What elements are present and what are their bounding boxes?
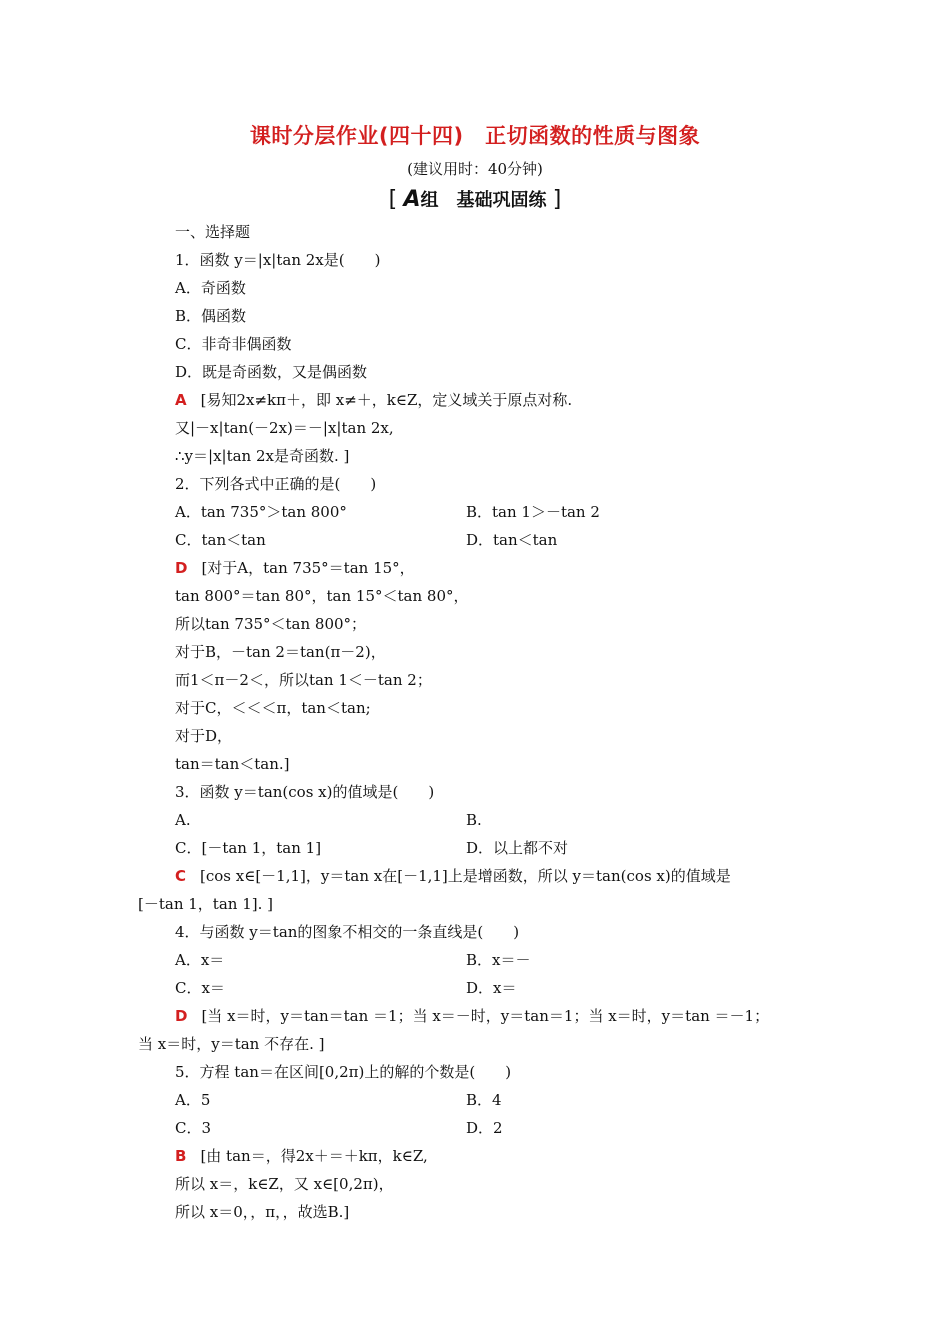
q4-stem: 4．与函数 y＝tan的图象不相交的一条直线是( ) [175, 923, 520, 941]
group-bracket-close: ] [552, 187, 562, 212]
group-letter: A [403, 187, 421, 212]
q4-solution-text: [当 x＝时，y＝tan＝tan ＝1；当 x＝－时，y＝tan＝1；当 x＝时，y＝tan ＝－1； [201, 1007, 770, 1025]
q5-option-c: C．3 [175, 1119, 212, 1137]
q3-option-c: C．[－tan 1，tan 1] [175, 839, 322, 857]
q2-solution-line-6: 对于C，＜＜＜π，tan＜tan; [175, 699, 371, 717]
q2-solution-line-7: 对于D， [175, 727, 233, 745]
q3-solution-text: [cos x∈[－1,1]，y＝tan x在[－1,1]上是增函数，所以 y＝tan(cos x)的值域是 [200, 867, 731, 885]
q3-solution-line-2: [－tan 1，tan 1]. ] [138, 895, 273, 913]
q1-solution-line [175, 390, 572, 410]
section-heading: 一、选择题 [175, 223, 251, 241]
q2-answer: D [175, 559, 188, 577]
q4-solution-line [175, 1006, 769, 1026]
q4-option-d: D．x＝ [466, 979, 517, 997]
q1-solution-text: [易知2x≠kπ＋，即 x≠＋，k∈Z，定义域关于原点对称. [200, 391, 573, 409]
q5-option-a: A．5 [175, 1091, 211, 1109]
q2-option-c: C．tan＜tan [175, 531, 266, 549]
group-bracket-open: [ [388, 187, 398, 212]
q3-answer: C [175, 867, 187, 885]
q1-solution-line-3: ∴y＝|x|tan 2x是奇函数. ] [175, 447, 350, 465]
q2-solution-line-3: 所以tan 735°＜tan 800°； [175, 615, 367, 633]
q3-solution-line [175, 866, 731, 886]
q5-answer: B [175, 1147, 187, 1165]
q5-option-b: B．4 [466, 1091, 502, 1109]
page-title: 课时分层作业(四十四) 正切函数的性质与图象 [249, 124, 701, 148]
q2-option-d: D．tan＜tan [466, 531, 558, 549]
q5-solution-text: [由 tan＝，得2x＋＝＋kπ，k∈Z, [200, 1147, 428, 1165]
q1-stem: 1．函数 y＝|x|tan 2x是( ) [175, 251, 381, 269]
q3-option-b: B. [466, 811, 482, 829]
q1-option-b: B．偶函数 [175, 307, 247, 325]
q2-solution-line-5: 而1＜π－2＜，所以tan 1＜－tan 2； [175, 671, 432, 689]
q4-option-c: C．x＝ [175, 979, 225, 997]
q1-option-a: A．奇函数 [175, 279, 246, 297]
q4-option-a: A．x＝ [175, 951, 225, 969]
q3-option-d: D．以上都不对 [466, 839, 569, 857]
q2-solution-text: [对于A，tan 735°＝tan 15°， [201, 559, 415, 577]
q2-solution-line [175, 558, 415, 578]
q2-option-a: A．tan 735°＞tan 800° [175, 503, 347, 521]
q2-solution-line-4: 对于B，－tan 2＝tan(π－2)， [175, 643, 386, 661]
q5-option-d: D．2 [466, 1119, 503, 1137]
time-suggestion: (建议用时：40分钟) [407, 160, 543, 178]
q4-answer: D [175, 1007, 188, 1025]
q1-option-d: D．既是奇函数，又是偶函数 [175, 363, 368, 381]
q2-option-b: B．tan 1＞－tan 2 [466, 503, 600, 521]
q2-solution-line-2: tan 800°＝tan 80°，tan 15°＜tan 80°， [175, 587, 469, 605]
q5-solution-line-3: 所以 x＝0，，π，，故选B.] [175, 1203, 350, 1221]
q5-stem: 5．方程 tan＝在区间[0,2π)上的解的个数是( ) [175, 1063, 512, 1081]
q3-option-a: A. [175, 811, 191, 829]
q3-stem: 3．函数 y＝tan(cos x)的值域是( ) [175, 783, 435, 801]
q4-solution-line-2: 当 x＝时，y＝tan 不存在. ] [138, 1035, 325, 1053]
group-heading [0, 186, 950, 212]
q4-option-b: B．x＝－ [466, 951, 531, 969]
q1-solution-line-2: 又|－x|tan(－2x)＝－|x|tan 2x, [175, 419, 394, 437]
q2-solution-line-8: tan＝tan＜tan.] [175, 755, 290, 773]
q5-solution-line [175, 1146, 428, 1166]
q1-option-c: C．非奇非偶函数 [175, 335, 292, 353]
group-label: 组 基础巩固练 [420, 190, 547, 211]
q1-answer: A [175, 391, 187, 409]
q2-stem: 2．下列各式中正确的是( ) [175, 475, 377, 493]
q5-solution-line-2: 所以 x＝，k∈Z，又 x∈[0,2π)， [175, 1175, 394, 1193]
